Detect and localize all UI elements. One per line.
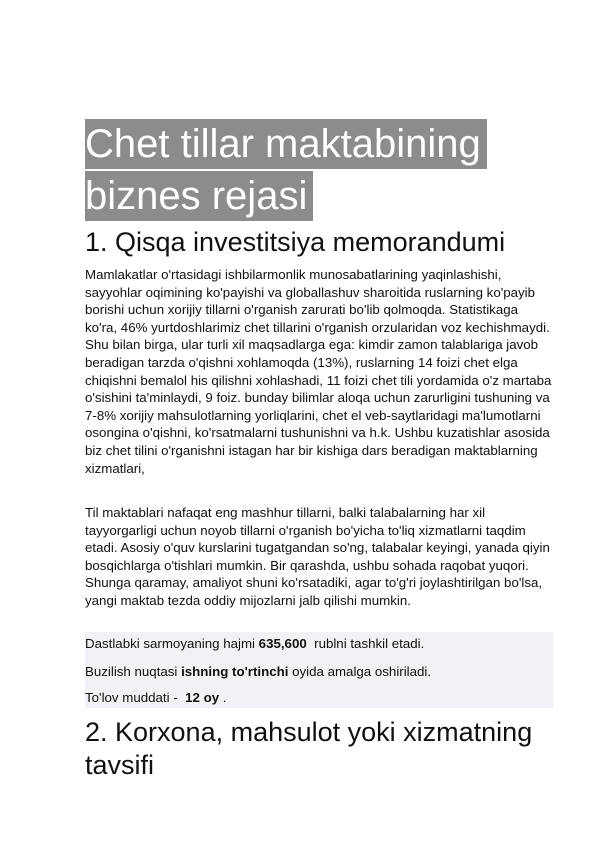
fact-breakeven-point bbox=[85, 662, 431, 682]
fact-payback-value: 12 oy bbox=[185, 690, 220, 705]
key-facts-box bbox=[85, 632, 553, 708]
fact-investment-suffix: rublni tashkil etadi. bbox=[306, 636, 425, 651]
fact-investment-value: 635,600 bbox=[258, 636, 307, 651]
fact-breakeven-label: Buzilish nuqtasi bbox=[85, 664, 182, 679]
fact-payback-label: To'lov muddati - bbox=[85, 690, 186, 705]
document-title-line-2: biznes rejasi bbox=[85, 171, 313, 221]
document-title-line-1: Chet tillar maktabining bbox=[85, 119, 487, 169]
fact-payback-period bbox=[85, 688, 227, 708]
section-heading-enterprise-description: 2. Korxona, mahsulot yoki xizmatning tavsifi bbox=[85, 717, 533, 780]
section-heading-investment-memorandum: 1. Qisqa investitsiya memorandumi bbox=[85, 227, 506, 257]
fact-payback-suffix: . bbox=[219, 690, 227, 705]
fact-breakeven-value: ishning to'rtinchi bbox=[181, 664, 289, 679]
fact-investment-label: Dastlabki sarmoyaning hajmi bbox=[85, 636, 259, 651]
fact-initial-investment bbox=[85, 634, 424, 654]
paragraph-market-overview: Mamlakatlar o'rtasidagi ishbilarmonlik munosabatlarining yaqinlashishi, sayyohlar oqimining ko'payishi va globallashuv sharoitida ruslarning ko'payib borishi uchun xorijiy tillarni o'rganish zarurati bo'lib qolmoqda. Statistikaga ko'ra, 46% yurtdoshlarimiz chet tillarini o'rganish orzularidan voz kechishmaydi. Shu bilan birga, ular turli xil maqsadlarga ega: kimdir zamon talablariga javob beradigan tarzda o'qishni xohlamoqda (13%), ruslarning 14 foizi chet elga chiqishni bemalol his qilishni xohlashadi, 11 foizi chet tili yordamida o'z martaba o'sishini ta'minlaydi, 9 foiz. bunday bilimlar aloqa uchun zarurligini tushuning va 7-8% xorijiy mahsulotlarning yorliqlarini, chet el veb-saytlaridagi ma'lumotlarni osongina o'qishni, ko'rsatmalarni tushunishni va h.k. Ushbu kuzatishlar asosida biz chet tilini o'rganishni istagan har bir kishiga dars beradigan maktablarning xizmatlari, bbox=[85, 267, 552, 476]
fact-breakeven-suffix: oyida amalga oshiriladi. bbox=[288, 664, 432, 679]
paragraph-language-schools: Til maktablari nafaqat eng mashhur tillarni, balki talabalarning har xil tayyorgarligi uchun noyob tillarni o'rganish bo'yicha to'liq xizmatlarni taqdim etadi. Asosiy o'quv kurslarini tugatgandan so'ng, talabalar keyingi, yanada qiyin bosqichlarga o'tishlari mumkin. Bir qarashda, ushbu sohada raqobat yuqori. Shunga qaramay, amaliyot shuni ko'rsatadiki, agar to'g'ri joylashtirilgan bo'lsa, yangi maktab tezda oddiy mijozlarni jalb qilishi mumkin. bbox=[85, 505, 550, 608]
